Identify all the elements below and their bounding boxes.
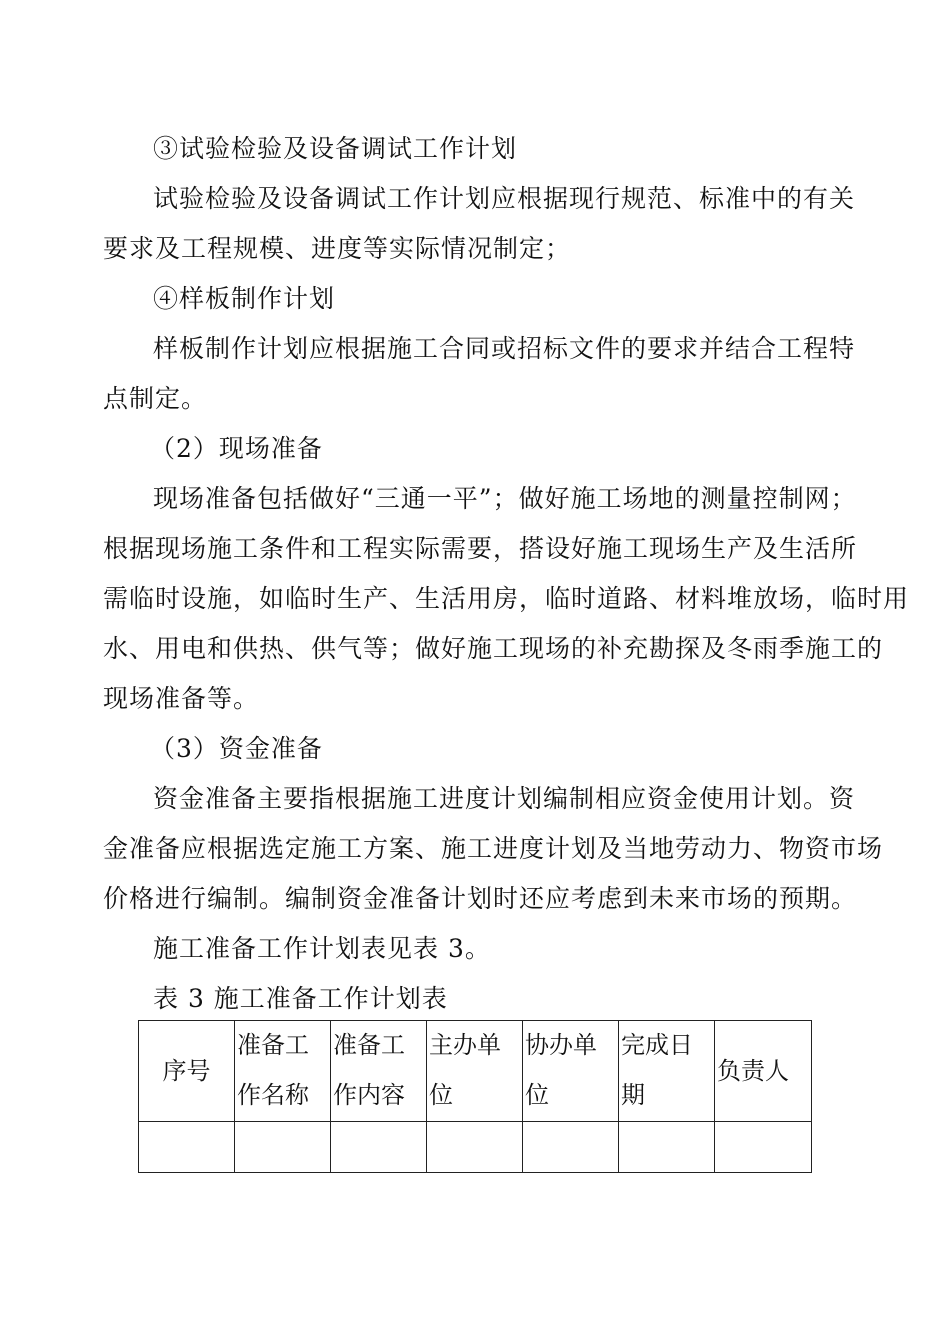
heading-sample-plan: ④样板制作计划 (153, 284, 336, 313)
paragraph-line: 价格进行编制。编制资金准备计划时还应考虑到未来市场的预期。 (103, 884, 858, 913)
header-cell-lead-unit (427, 1021, 523, 1122)
paragraph-line: 现场准备等。 (103, 684, 260, 713)
paragraph-line: 点制定。 (103, 384, 208, 413)
paragraph-line: 资金准备主要指根据施工进度计划编制相应资金使用计划。资 (153, 784, 856, 813)
paragraph-line: 根据现场施工条件和工程实际需要，搭设好施工现场生产及生活所 (103, 534, 858, 563)
header-text: 准备工作名称 (237, 1031, 309, 1109)
table-cell (139, 1122, 235, 1173)
table-cell (331, 1122, 427, 1173)
table-row (139, 1122, 812, 1173)
heading-site-prep: （2）现场准备 (150, 434, 323, 463)
paragraph-line: 施工准备工作计划表见表 3。 (153, 934, 491, 963)
table-cell (619, 1122, 715, 1173)
header-cell-owner: 负责人 (715, 1021, 812, 1122)
header-cell-task-name (235, 1021, 331, 1122)
paragraph-line: 试验检验及设备调试工作计划应根据现行规范、标准中的有关 (153, 184, 856, 213)
header-cell-assist-unit (523, 1021, 619, 1122)
paragraph-line: 现场准备包括做好“三通一平”；做好施工场地的测量控制网； (153, 484, 857, 513)
header-text: 主办单位 (429, 1031, 501, 1109)
table-cell (523, 1122, 619, 1173)
header-text: 准备工作内容 (333, 1031, 405, 1109)
header-text: 协办单位 (525, 1031, 597, 1109)
paragraph-line: 样板制作计划应根据施工合同或招标文件的要求并结合工程特 (153, 334, 856, 363)
paragraph-line: 金准备应根据选定施工方案、施工进度计划及当地劳动力、物资市场 (103, 834, 884, 863)
plan-table (138, 1020, 812, 1173)
header-cell-index: 序号 (139, 1021, 235, 1122)
table-header-row (139, 1021, 812, 1122)
paragraph-line: 需临时设施，如临时生产、生活用房，临时道路、材料堆放场，临时用 (103, 584, 910, 613)
table-cell (715, 1122, 812, 1173)
header-cell-task-content (331, 1021, 427, 1122)
paragraph-line: 水、用电和供热、供气等；做好施工现场的补充勘探及冬雨季施工的 (103, 634, 884, 663)
header-cell-due-date (619, 1021, 715, 1122)
heading-test-plan: ③试验检验及设备调试工作计划 (153, 134, 518, 163)
heading-funds-prep: （3）资金准备 (150, 734, 323, 763)
table-cell (427, 1122, 523, 1173)
header-text: 完成日期 (621, 1031, 693, 1109)
paragraph-line: 要求及工程规模、进度等实际情况制定； (103, 234, 572, 263)
table-cell (235, 1122, 331, 1173)
table-caption: 表 3 施工准备工作计划表 (153, 984, 448, 1013)
